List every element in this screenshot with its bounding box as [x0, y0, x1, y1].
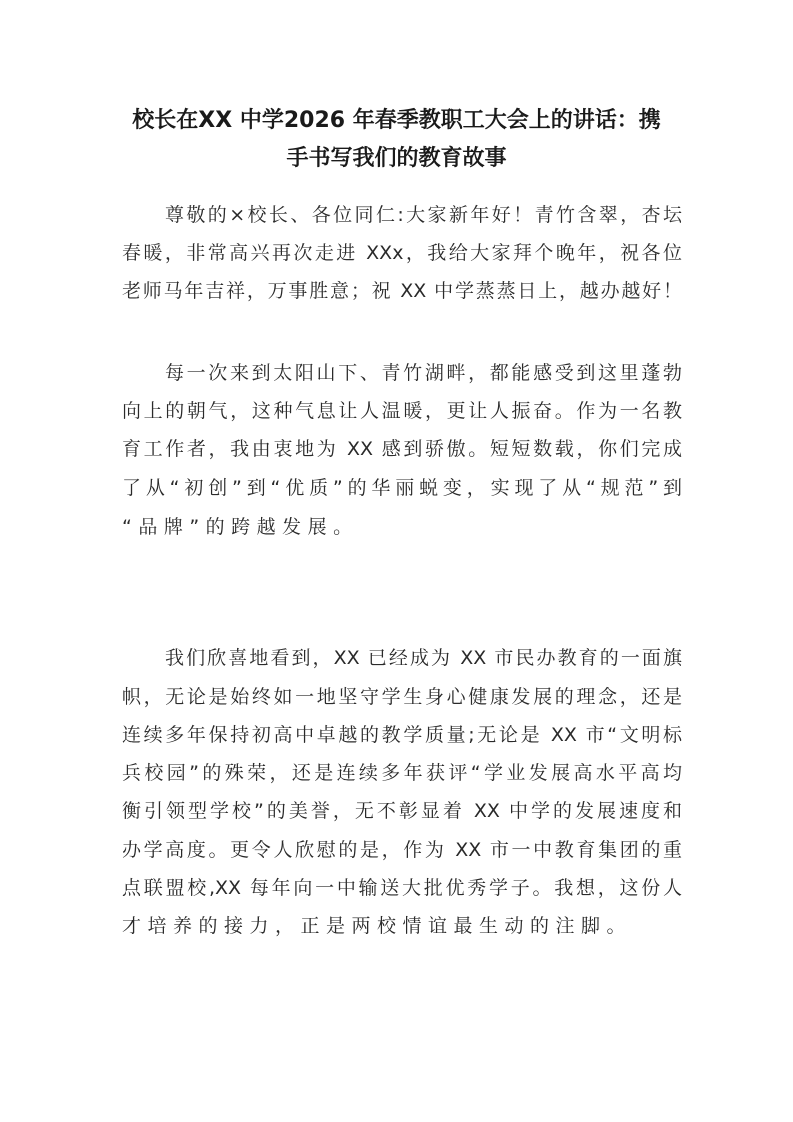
title-line-2: 手书写我们的教育故事 — [286, 146, 507, 171]
paragraph-2-line: 向上的朝气，这种气息让人温暖，更让人振奋。作为一名教 — [122, 400, 682, 422]
paragraph-2-line: 育工作者，我由衷地为 XX 感到骄傲。短短数载，你们完成 — [122, 438, 682, 460]
paragraph-2-line: 每一次来到太阳山下、青竹湖畔，都能感受到这里蓬勃 — [165, 362, 682, 384]
paragraph-3-line: 点联盟校,XX 每年向一中输送大批优秀学子。我想，这份人 — [122, 877, 682, 899]
paragraph-3-line: 帜，无论是始终如一地坚守学生身心健康发展的理念，还是 — [122, 686, 682, 708]
title-line-1: 校长在XX 中学2026 年春季教职工大会上的讲话：携 — [132, 108, 661, 133]
paragraph-1-line: 尊敬的×校长、各位同仁:大家新年好！青竹含翠，杏坛 — [165, 204, 682, 226]
paragraph-1-line: 老师马年吉祥，万事胜意；祝 XX 中学蒸蒸日上，越办越好！ — [122, 280, 682, 302]
paragraph-3-line: 衡引领型学校”的美誉，无不彰显着 XX 中学的发展速度和 — [122, 800, 682, 822]
paragraph-3-line: 连续多年保持初高中卓越的教学质量;无论是 XX 市“文明标 — [122, 724, 682, 746]
paragraph-3-line: 才培养的接力，正是两校情谊最生动的注脚。 — [122, 915, 633, 937]
paragraph-3-line: 我们欣喜地看到，XX 已经成为 XX 市民办教育的一面旗 — [165, 647, 682, 669]
paragraph-2-line: 了从“初创”到“优质”的华丽蜕变，实现了从“规范”到 — [122, 477, 682, 499]
paragraph-2-line: “品牌”的跨越发展。 — [122, 516, 359, 538]
paragraph-3-line: 兵校园”的殊荣，还是连续多年获评“学业发展高水平高均 — [122, 762, 682, 784]
paragraph-1-line: 春暖，非常高兴再次走进 XXx，我给大家拜个晚年，祝各位 — [122, 242, 682, 264]
paragraph-3-line: 办学高度。更令人欣慰的是，作为 XX 市一中教育集团的重 — [122, 839, 682, 861]
